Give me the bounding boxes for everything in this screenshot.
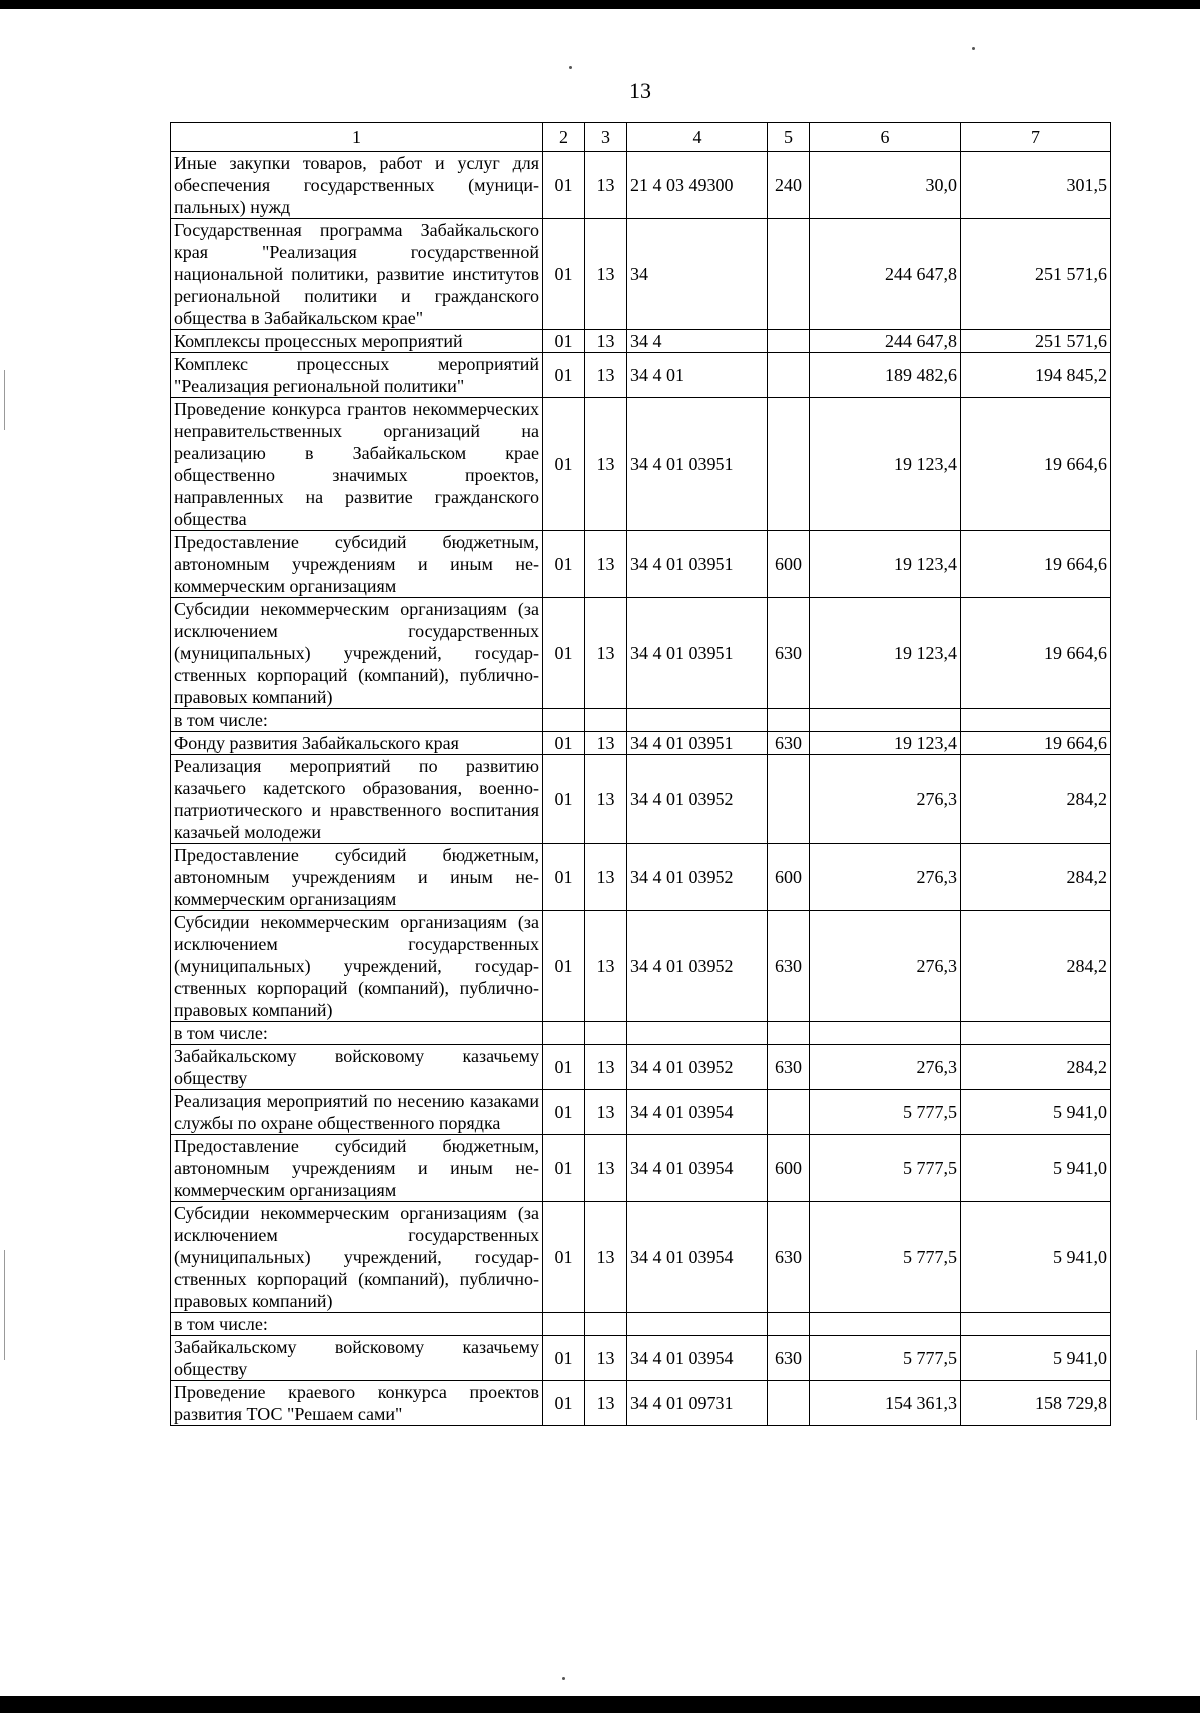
amount-year-2: 5 941,0 (961, 1135, 1111, 1202)
subsection-code: 13 (585, 531, 627, 598)
row-name: в том числе: (171, 709, 543, 732)
amount-year-1: 19 123,4 (810, 531, 961, 598)
target-article-code: 34 4 01 03951 (627, 732, 768, 755)
expense-type-code: 630 (768, 911, 810, 1022)
table-row (171, 911, 1111, 1022)
table-row (171, 1336, 1111, 1381)
section-code: 01 (543, 1336, 585, 1381)
section-code (543, 709, 585, 732)
subsection-code: 13 (585, 330, 627, 353)
amount-year-1: 244 647,8 (810, 219, 961, 330)
target-article-code: 34 4 01 03952 (627, 911, 768, 1022)
target-article-code: 34 4 01 03954 (627, 1135, 768, 1202)
amount-year-2: 251 571,6 (961, 219, 1111, 330)
scan-edge-mark (4, 1250, 5, 1360)
target-article-code: 34 4 01 03954 (627, 1336, 768, 1381)
scan-speck (972, 47, 975, 50)
amount-year-1: 19 123,4 (810, 732, 961, 755)
target-article-code (627, 1313, 768, 1336)
row-name: Иные закупки товаров, работ и услуг для обеспечения государственных (муниципальных) нужд (171, 152, 543, 219)
section-code: 01 (543, 398, 585, 531)
expense-type-code (768, 398, 810, 531)
expense-type-code: 630 (768, 1202, 810, 1313)
amount-year-1: 19 123,4 (810, 398, 961, 531)
section-code: 01 (543, 531, 585, 598)
row-name: Фонду развития Забайкальского края (171, 732, 543, 755)
table-row (171, 598, 1111, 709)
expense-type-code (768, 1090, 810, 1135)
amount-year-2: 284,2 (961, 755, 1111, 844)
section-code (543, 1022, 585, 1045)
section-code: 01 (543, 1090, 585, 1135)
scan-speck (562, 1677, 565, 1680)
row-name: Субсидии некоммерческим организациям (за исключением государственных (муниципальных) учреждений, государственных корпораций (компаний), публично-правовых компаний) (171, 911, 543, 1022)
scan-edge-mark (1196, 1350, 1197, 1420)
row-name: Предоставление субсидий бюджетным, автономным учреждениям и иным некоммерческим организациям (171, 531, 543, 598)
amount-year-1: 276,3 (810, 911, 961, 1022)
budget-table (170, 122, 1111, 1426)
table-row (171, 330, 1111, 353)
table-row (171, 844, 1111, 911)
table-row (171, 732, 1111, 755)
column-header: 1 (171, 123, 543, 152)
table-row (171, 1202, 1111, 1313)
target-article-code: 34 4 01 03954 (627, 1202, 768, 1313)
amount-year-1 (810, 1022, 961, 1045)
section-code: 01 (543, 598, 585, 709)
subsection-code: 13 (585, 1381, 627, 1426)
subsection-code: 13 (585, 1045, 627, 1090)
expense-type-code: 600 (768, 844, 810, 911)
column-header: 6 (810, 123, 961, 152)
row-name: Реализация мероприятий по развитию казачьего кадетского образования, военно-патриотического и нравственного воспитания казачьей молодежи (171, 755, 543, 844)
row-name: Субсидии некоммерческим организациям (за исключением государственных (муниципальных) учреждений, государственных корпораций (компаний), публично-правовых компаний) (171, 598, 543, 709)
row-name: Предоставление субсидий бюджетным, автономным учреждениям и иным некоммерческим организациям (171, 1135, 543, 1202)
table-row-inclusive (171, 1313, 1111, 1336)
amount-year-1: 19 123,4 (810, 598, 961, 709)
column-header: 2 (543, 123, 585, 152)
expense-type-code: 600 (768, 531, 810, 598)
subsection-code: 13 (585, 732, 627, 755)
expense-type-code: 630 (768, 598, 810, 709)
table-row (171, 152, 1111, 219)
row-name: Предоставление субсидий бюджетным, автономным учреждениям и иным некоммерческим организациям (171, 844, 543, 911)
target-article-code: 34 4 01 03951 (627, 398, 768, 531)
amount-year-1: 276,3 (810, 1045, 961, 1090)
section-code: 01 (543, 152, 585, 219)
subsection-code: 13 (585, 844, 627, 911)
subsection-code: 13 (585, 1336, 627, 1381)
amount-year-2: 5 941,0 (961, 1090, 1111, 1135)
subsection-code (585, 1313, 627, 1336)
amount-year-1: 276,3 (810, 844, 961, 911)
expense-type-code (768, 755, 810, 844)
expense-type-code (768, 1381, 810, 1426)
expense-type-code (768, 1313, 810, 1336)
section-code: 01 (543, 911, 585, 1022)
subsection-code: 13 (585, 1090, 627, 1135)
target-article-code: 34 4 01 03952 (627, 755, 768, 844)
amount-year-1: 5 777,5 (810, 1090, 961, 1135)
target-article-code (627, 709, 768, 732)
subsection-code: 13 (585, 598, 627, 709)
amount-year-2: 284,2 (961, 911, 1111, 1022)
table-row-inclusive (171, 709, 1111, 732)
row-name: Субсидии некоммерческим организациям (за исключением государственных (муниципальных) учреждений, государственных корпораций (компаний), публично-правовых компаний) (171, 1202, 543, 1313)
target-article-code: 34 4 01 03952 (627, 1045, 768, 1090)
amount-year-2: 19 664,6 (961, 398, 1111, 531)
table-row-inclusive (171, 1022, 1111, 1045)
target-article-code: 34 4 01 (627, 353, 768, 398)
column-header: 4 (627, 123, 768, 152)
section-code: 01 (543, 219, 585, 330)
amount-year-2: 158 729,8 (961, 1381, 1111, 1426)
subsection-code: 13 (585, 911, 627, 1022)
amount-year-2 (961, 1313, 1111, 1336)
section-code (543, 1313, 585, 1336)
amount-year-2: 194 845,2 (961, 353, 1111, 398)
expense-type-code (768, 709, 810, 732)
scan-border-top (0, 0, 1200, 9)
amount-year-2: 5 941,0 (961, 1202, 1111, 1313)
section-code: 01 (543, 353, 585, 398)
amount-year-1: 189 482,6 (810, 353, 961, 398)
section-code: 01 (543, 844, 585, 911)
target-article-code: 34 4 01 03954 (627, 1090, 768, 1135)
amount-year-2: 5 941,0 (961, 1336, 1111, 1381)
subsection-code: 13 (585, 755, 627, 844)
amount-year-1 (810, 709, 961, 732)
column-header: 7 (961, 123, 1111, 152)
expense-type-code: 630 (768, 1336, 810, 1381)
amount-year-2: 19 664,6 (961, 732, 1111, 755)
target-article-code: 21 4 03 49300 (627, 152, 768, 219)
amount-year-1: 154 361,3 (810, 1381, 961, 1426)
subsection-code: 13 (585, 219, 627, 330)
table-row (171, 755, 1111, 844)
section-code: 01 (543, 732, 585, 755)
scan-edge-mark (4, 370, 5, 430)
amount-year-1 (810, 1313, 961, 1336)
scan-border-bottom (0, 1696, 1200, 1713)
amount-year-2 (961, 1022, 1111, 1045)
table-row (171, 531, 1111, 598)
amount-year-1: 5 777,5 (810, 1135, 961, 1202)
subsection-code: 13 (585, 1135, 627, 1202)
expense-type-code (768, 330, 810, 353)
target-article-code: 34 4 01 03951 (627, 598, 768, 709)
row-name: Забайкальскому войсковому казачьему обществу (171, 1336, 543, 1381)
target-article-code: 34 4 01 09731 (627, 1381, 768, 1426)
row-name: в том числе: (171, 1022, 543, 1045)
amount-year-1: 244 647,8 (810, 330, 961, 353)
subsection-code: 13 (585, 353, 627, 398)
table-row (171, 1135, 1111, 1202)
column-header: 5 (768, 123, 810, 152)
row-name: Государственная программа Забайкальского края "Реализация государственной национальной политики, развитие институтов региональной политики и гражданского общества в Забайкальском крае" (171, 219, 543, 330)
target-article-code: 34 4 01 03952 (627, 844, 768, 911)
target-article-code (627, 1022, 768, 1045)
expense-type-code (768, 1022, 810, 1045)
section-code: 01 (543, 330, 585, 353)
amount-year-2: 284,2 (961, 844, 1111, 911)
table-row (171, 1045, 1111, 1090)
target-article-code: 34 4 (627, 330, 768, 353)
row-name: в том числе: (171, 1313, 543, 1336)
amount-year-1: 5 777,5 (810, 1202, 961, 1313)
amount-year-1: 5 777,5 (810, 1336, 961, 1381)
section-code: 01 (543, 1381, 585, 1426)
row-name: Проведение краевого конкурса проектов развития ТОС "Решаем сами" (171, 1381, 543, 1426)
page-number: 13 (629, 78, 651, 103)
row-name: Комплекс процессных мероприятий "Реализация региональной политики" (171, 353, 543, 398)
expense-type-code (768, 353, 810, 398)
amount-year-2 (961, 709, 1111, 732)
subsection-code: 13 (585, 1202, 627, 1313)
section-code: 01 (543, 1045, 585, 1090)
row-name: Проведение конкурса грантов некоммерческих неправительственных организаций на реализацию в Забайкальском крае общественно значимых проектов, направленных на развитие гражданского общества (171, 398, 543, 531)
table-row (171, 219, 1111, 330)
table-row (171, 1090, 1111, 1135)
target-article-code: 34 4 01 03951 (627, 531, 768, 598)
amount-year-2: 284,2 (961, 1045, 1111, 1090)
amount-year-2: 19 664,6 (961, 531, 1111, 598)
expense-type-code: 630 (768, 732, 810, 755)
section-code: 01 (543, 755, 585, 844)
section-code: 01 (543, 1135, 585, 1202)
subsection-code (585, 709, 627, 732)
expense-type-code (768, 219, 810, 330)
target-article-code: 34 (627, 219, 768, 330)
amount-year-2: 19 664,6 (961, 598, 1111, 709)
row-name: Забайкальскому войсковому казачьему обществу (171, 1045, 543, 1090)
subsection-code: 13 (585, 398, 627, 531)
scan-speck (569, 66, 572, 69)
row-name: Реализация мероприятий по несению казаками службы по охране общественного порядка (171, 1090, 543, 1135)
amount-year-2: 251 571,6 (961, 330, 1111, 353)
table-row (171, 353, 1111, 398)
amount-year-2: 301,5 (961, 152, 1111, 219)
subsection-code (585, 1022, 627, 1045)
column-header: 3 (585, 123, 627, 152)
expense-type-code: 600 (768, 1135, 810, 1202)
row-name: Комплексы процессных мероприятий (171, 330, 543, 353)
column-number-row (171, 123, 1111, 152)
table-row (171, 398, 1111, 531)
subsection-code: 13 (585, 152, 627, 219)
table-row (171, 1381, 1111, 1426)
amount-year-1: 30,0 (810, 152, 961, 219)
amount-year-1: 276,3 (810, 755, 961, 844)
expense-type-code: 630 (768, 1045, 810, 1090)
expense-type-code: 240 (768, 152, 810, 219)
section-code: 01 (543, 1202, 585, 1313)
budget-table-body (171, 152, 1111, 1426)
